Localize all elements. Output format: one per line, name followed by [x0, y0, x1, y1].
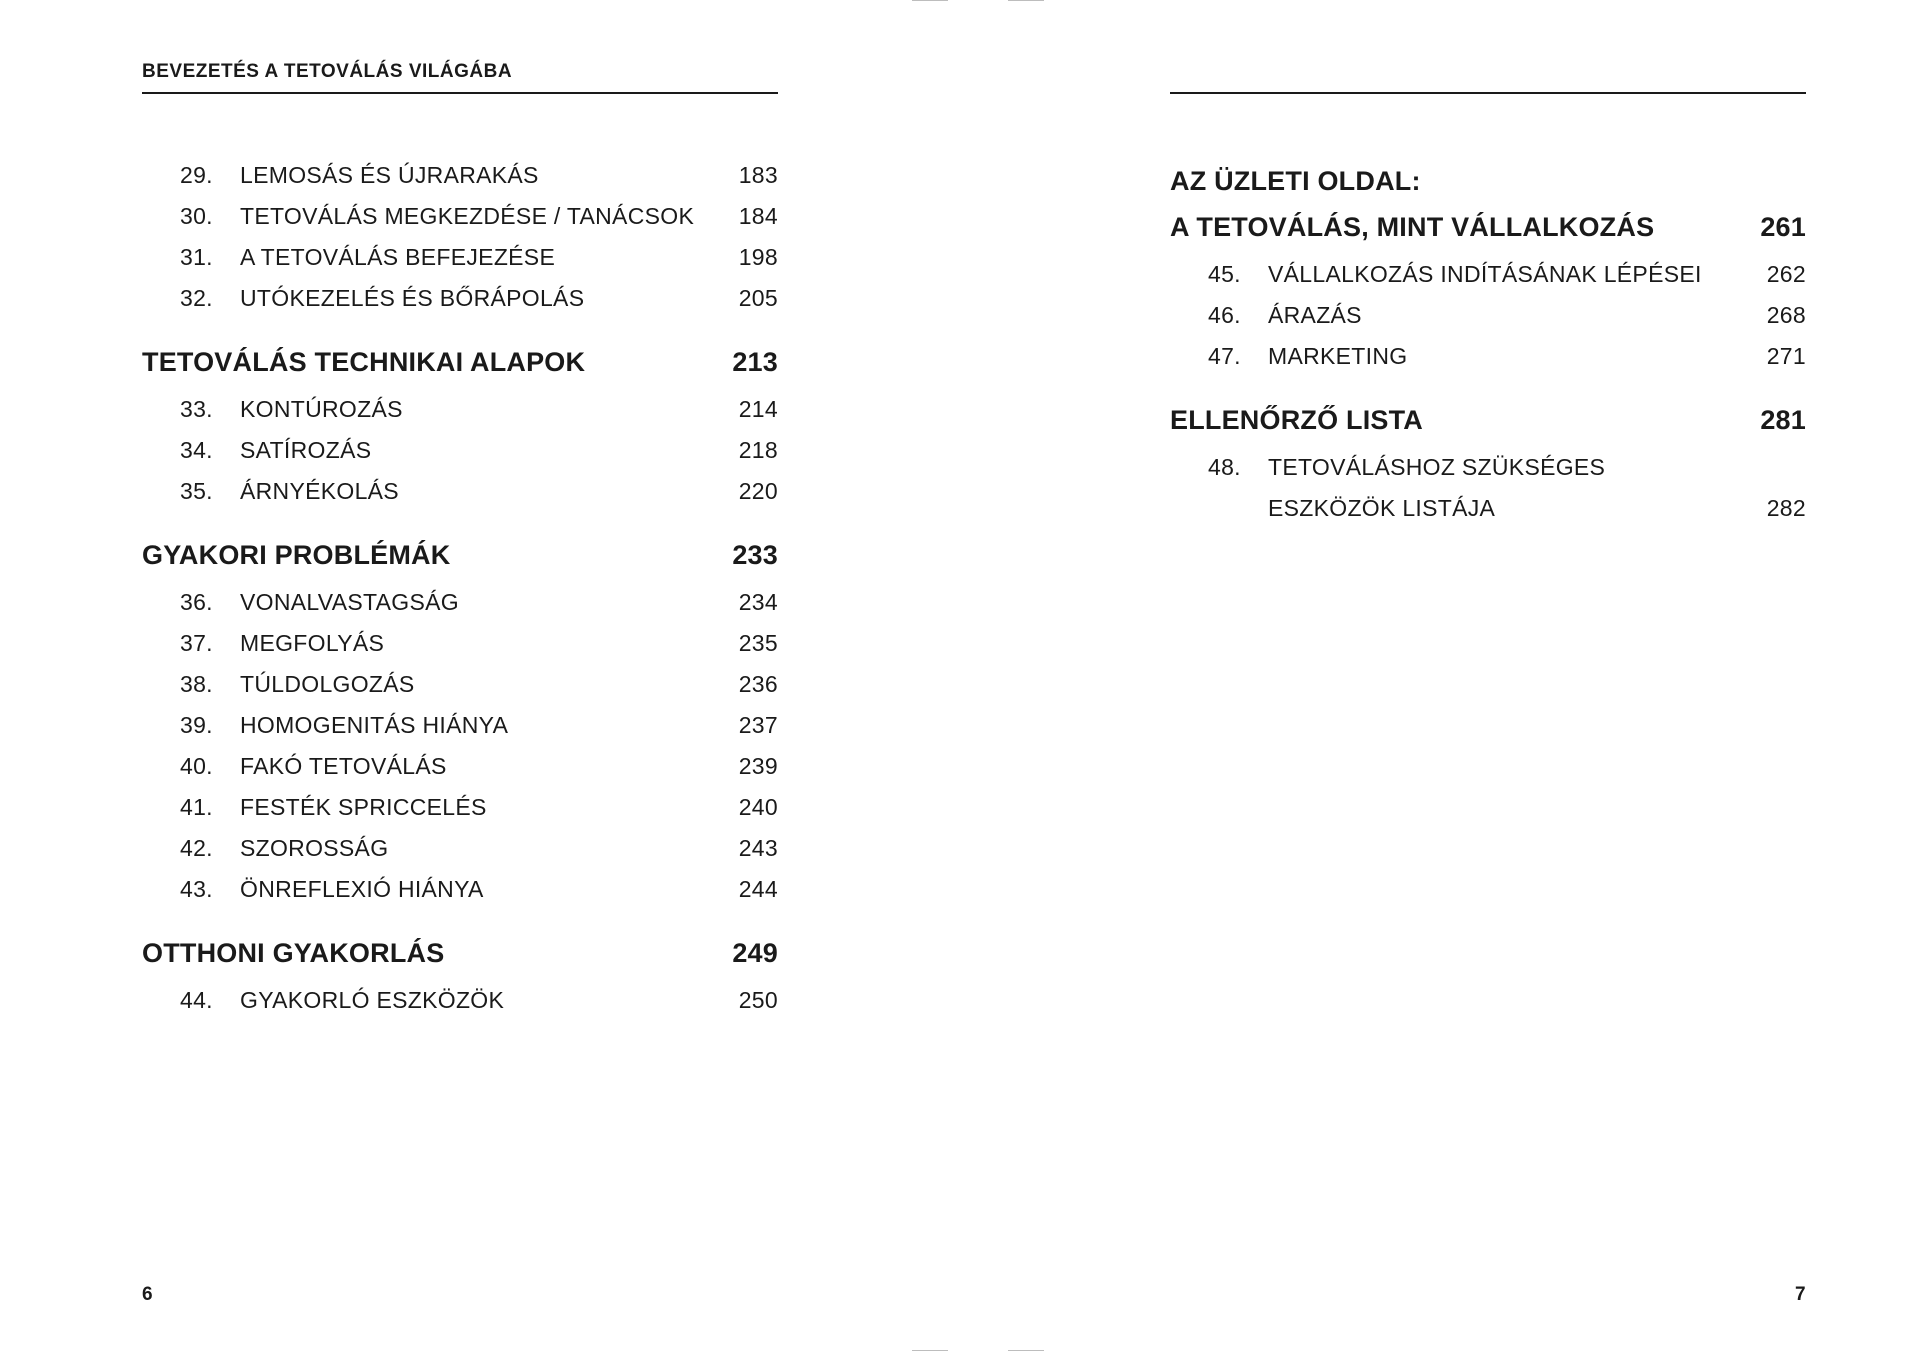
- entry-page: 205: [738, 285, 778, 311]
- section-heading[interactable]: [1170, 397, 1806, 443]
- right-page: [960, 0, 1920, 1351]
- entry-number: 36.: [180, 589, 213, 615]
- crop-mark: [912, 0, 948, 1]
- entry-page: 243: [738, 835, 778, 861]
- section-page: 233: [732, 540, 778, 570]
- entry-page: 250: [738, 987, 778, 1013]
- running-header: BEVEZETÉS A TETOVÁLÁS VILÁGÁBA: [142, 61, 513, 82]
- entry-number: 48.: [1208, 454, 1241, 480]
- section-page: 281: [1760, 405, 1806, 435]
- toc-entry[interactable]: [142, 664, 778, 705]
- toc-section-business: [1170, 158, 1806, 377]
- entry-title: ÁRNYÉKOLÁS: [240, 478, 399, 504]
- entry-number: 46.: [1208, 302, 1241, 328]
- toc-entry[interactable]: [1170, 254, 1806, 295]
- entry-title: MEGFOLYÁS: [240, 630, 385, 656]
- toc-entry[interactable]: [142, 471, 778, 512]
- section-title: GYAKORI PROBLÉMÁK: [142, 540, 451, 570]
- entry-title: FESTÉK SPRICCELÉS: [240, 794, 487, 820]
- entry-title: MARKETING: [1268, 343, 1408, 369]
- toc-section-checklist: [1170, 397, 1806, 529]
- entry-page: 236: [738, 671, 778, 697]
- entry-number: 41.: [180, 794, 213, 820]
- entry-page: 214: [738, 396, 778, 422]
- toc-entry[interactable]: [142, 582, 778, 623]
- entry-page: 220: [738, 478, 778, 504]
- entry-page: 239: [738, 753, 778, 779]
- page-number: 6: [142, 1284, 153, 1305]
- toc-entry[interactable]: [142, 389, 778, 430]
- entry-title: VÁLLALKOZÁS INDÍTÁSÁNAK LÉPÉSEI: [1268, 261, 1702, 287]
- table-of-contents-left: [142, 155, 778, 1021]
- section-heading[interactable]: [1170, 204, 1806, 250]
- entry-number: 30.: [180, 203, 213, 229]
- toc-entry[interactable]: [142, 237, 778, 278]
- entry-title: TÚLDOLGOZÁS: [240, 671, 415, 697]
- toc-entry[interactable]: [142, 746, 778, 787]
- entry-number: 39.: [180, 712, 213, 738]
- entry-title: VONALVASTAGSÁG: [240, 589, 459, 615]
- toc-entry[interactable]: [142, 430, 778, 471]
- toc-entry[interactable]: [1170, 447, 1806, 529]
- section-heading[interactable]: [142, 930, 778, 976]
- entry-title: ÖNREFLEXIÓ HIÁNYA: [240, 876, 484, 902]
- toc-entry[interactable]: [142, 705, 778, 746]
- page-number: 7: [1795, 1284, 1806, 1305]
- entry-number: 43.: [180, 876, 213, 902]
- toc-section-problems: [142, 532, 778, 910]
- entry-title: HOMOGENITÁS HIÁNYA: [240, 712, 509, 738]
- toc-entry[interactable]: [142, 623, 778, 664]
- entry-title: ÁRAZÁS: [1268, 302, 1362, 328]
- entry-number: 42.: [180, 835, 213, 861]
- toc-entry[interactable]: [142, 787, 778, 828]
- entry-number: 32.: [180, 285, 213, 311]
- entry-title-block: [1268, 447, 1806, 529]
- toc-entry[interactable]: [1170, 336, 1806, 377]
- entry-number: 33.: [180, 396, 213, 422]
- section-heading[interactable]: [142, 532, 778, 578]
- entry-page: 198: [738, 244, 778, 270]
- entry-title: A TETOVÁLÁS BEFEJEZÉSE: [240, 244, 556, 270]
- section-page: 213: [732, 347, 778, 377]
- entry-title-line-2: ESZKÖZÖK LISTÁJA: [1268, 495, 1496, 521]
- toc-entry[interactable]: [142, 828, 778, 869]
- entry-title: SZOROSSÁG: [240, 835, 389, 861]
- entry-title: LEMOSÁS ÉS ÚJRARAKÁS: [240, 162, 539, 188]
- entry-page: 184: [738, 203, 778, 229]
- entry-title: KONTÚROZÁS: [240, 396, 403, 422]
- entry-number: 35.: [180, 478, 213, 504]
- entry-title-line-2-row: [1268, 488, 1806, 529]
- entry-page: 218: [738, 437, 778, 463]
- entry-number: 31.: [180, 244, 213, 270]
- entry-number: 38.: [180, 671, 213, 697]
- entry-title: SATÍROZÁS: [240, 437, 372, 463]
- toc-section-technical: [142, 339, 778, 512]
- entry-title-line-1: TETOVÁLÁSHOZ SZÜKSÉGES: [1268, 454, 1606, 480]
- toc-section-home-practice: [142, 930, 778, 1021]
- crop-mark: [1008, 0, 1044, 1]
- section-title: A TETOVÁLÁS, MINT VÁLLALKOZÁS: [1170, 212, 1655, 242]
- entry-title: UTÓKEZELÉS ÉS BŐRÁPOLÁS: [240, 285, 585, 311]
- entry-number: 40.: [180, 753, 213, 779]
- entry-page: 183: [738, 162, 778, 188]
- entry-page: 234: [738, 589, 778, 615]
- entry-page: 262: [1766, 261, 1806, 287]
- toc-entry[interactable]: [142, 278, 778, 319]
- entry-page: 240: [738, 794, 778, 820]
- entry-page: 235: [738, 630, 778, 656]
- header-rule: [142, 92, 778, 94]
- entry-number: 45.: [1208, 261, 1241, 287]
- entry-page: 271: [1766, 343, 1806, 369]
- entry-number: 34.: [180, 437, 213, 463]
- table-of-contents-right: [1170, 158, 1806, 529]
- section-title-line-1[interactable]: AZ ÜZLETI OLDAL:: [1170, 166, 1421, 196]
- section-title: ELLENŐRZŐ LISTA: [1170, 405, 1423, 435]
- entry-title: FAKÓ TETOVÁLÁS: [240, 753, 447, 779]
- entry-page: 282: [1766, 495, 1806, 521]
- entry-page: 244: [738, 876, 778, 902]
- toc-entry[interactable]: [142, 869, 778, 910]
- entry-title: TETOVÁLÁS MEGKEZDÉSE / TANÁCSOK: [240, 203, 695, 229]
- entry-page: 268: [1766, 302, 1806, 328]
- section-title: TETOVÁLÁS TECHNIKAI ALAPOK: [142, 347, 586, 377]
- toc-entry[interactable]: [142, 155, 778, 196]
- entry-page: 237: [738, 712, 778, 738]
- section-page: 249: [732, 938, 778, 968]
- entry-number: 47.: [1208, 343, 1241, 369]
- toc-entry[interactable]: [142, 196, 778, 237]
- entry-number: 37.: [180, 630, 213, 656]
- entry-number: 44.: [180, 987, 213, 1013]
- section-page: 261: [1760, 212, 1806, 242]
- toc-group-continued: [142, 155, 778, 319]
- toc-entry[interactable]: [142, 980, 778, 1021]
- entry-title: GYAKORLÓ ESZKÖZÖK: [240, 987, 505, 1013]
- toc-entry[interactable]: [1170, 295, 1806, 336]
- entry-number: 29.: [180, 162, 213, 188]
- header-rule: [1170, 92, 1806, 94]
- section-title: OTTHONI GYAKORLÁS: [142, 938, 445, 968]
- section-heading[interactable]: [142, 339, 778, 385]
